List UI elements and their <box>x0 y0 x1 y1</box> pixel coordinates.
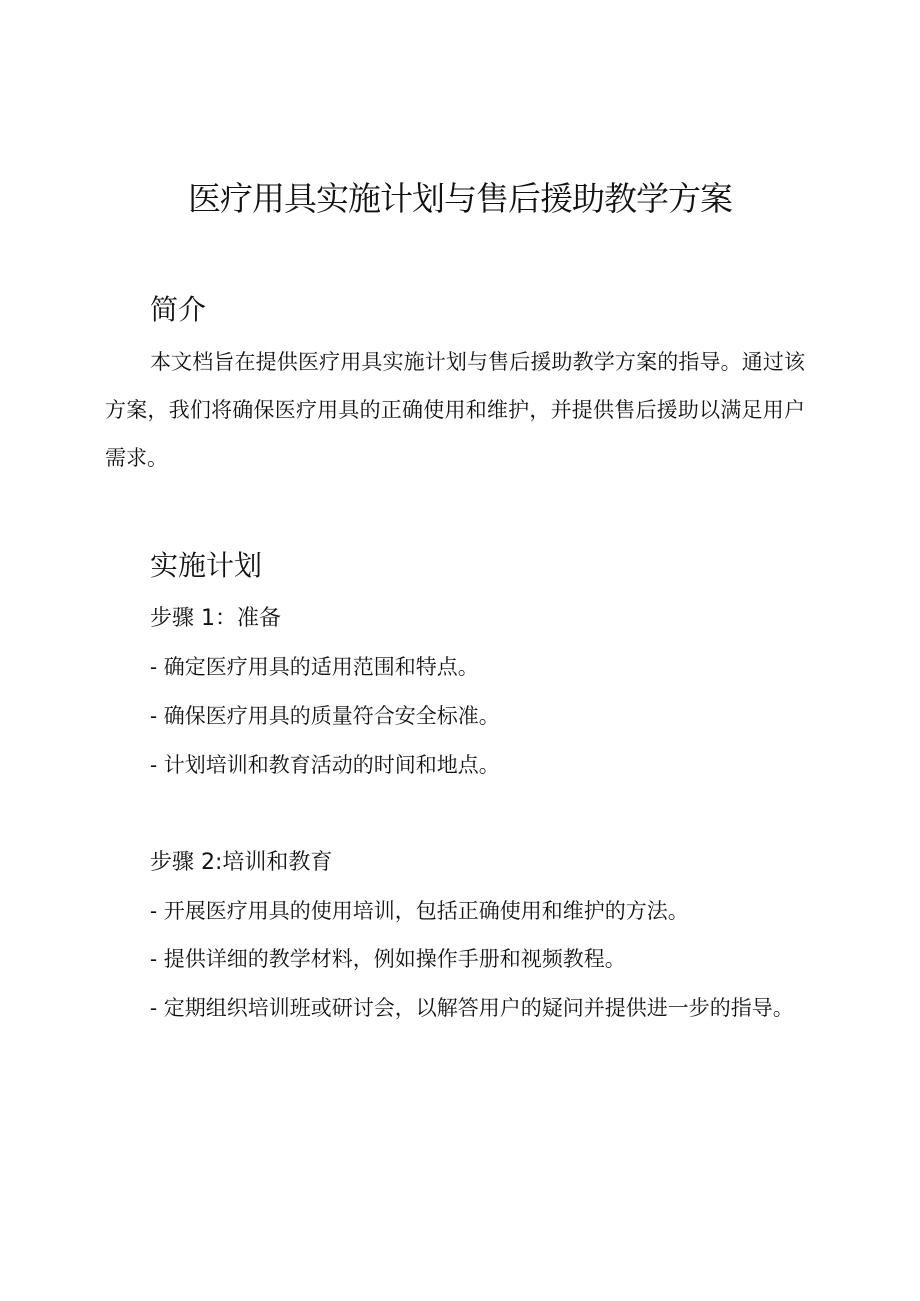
step2-item-2: - 提供详细的教学材料，例如操作手册和视频教程。 <box>150 947 626 971</box>
step2-heading: 步骤 2:培训和教育 <box>150 850 333 875</box>
document-title: 医疗用具实施计划与售后援助教学方案 <box>188 179 732 218</box>
step1-item-2: - 确保医疗用具的质量符合安全标准。 <box>150 704 500 728</box>
step1-item-3: - 计划培训和教育活动的时间和地点。 <box>150 753 500 777</box>
section-heading-plan: 实施计划 <box>150 549 263 582</box>
section-heading-intro: 简介 <box>150 293 207 326</box>
step2-item-3: - 定期组织培训班或研讨会，以解答用户的疑问并提供进一步的指导。 <box>150 996 794 1020</box>
step1-item-1: - 确定医疗用具的适用范围和特点。 <box>150 655 479 679</box>
step2-item-1: - 开展医疗用具的使用培训，包括正确使用和维护的方法。 <box>150 899 689 923</box>
step1-heading: 步骤 1：准备 <box>150 606 281 631</box>
intro-paragraph: 本文档旨在提供医疗用具实施计划与售后援助教学方案的指导。通过该方案，我们将确保医疗用具的正确使用和维护，并提供售后援助以满足用户需求。 <box>105 350 805 470</box>
